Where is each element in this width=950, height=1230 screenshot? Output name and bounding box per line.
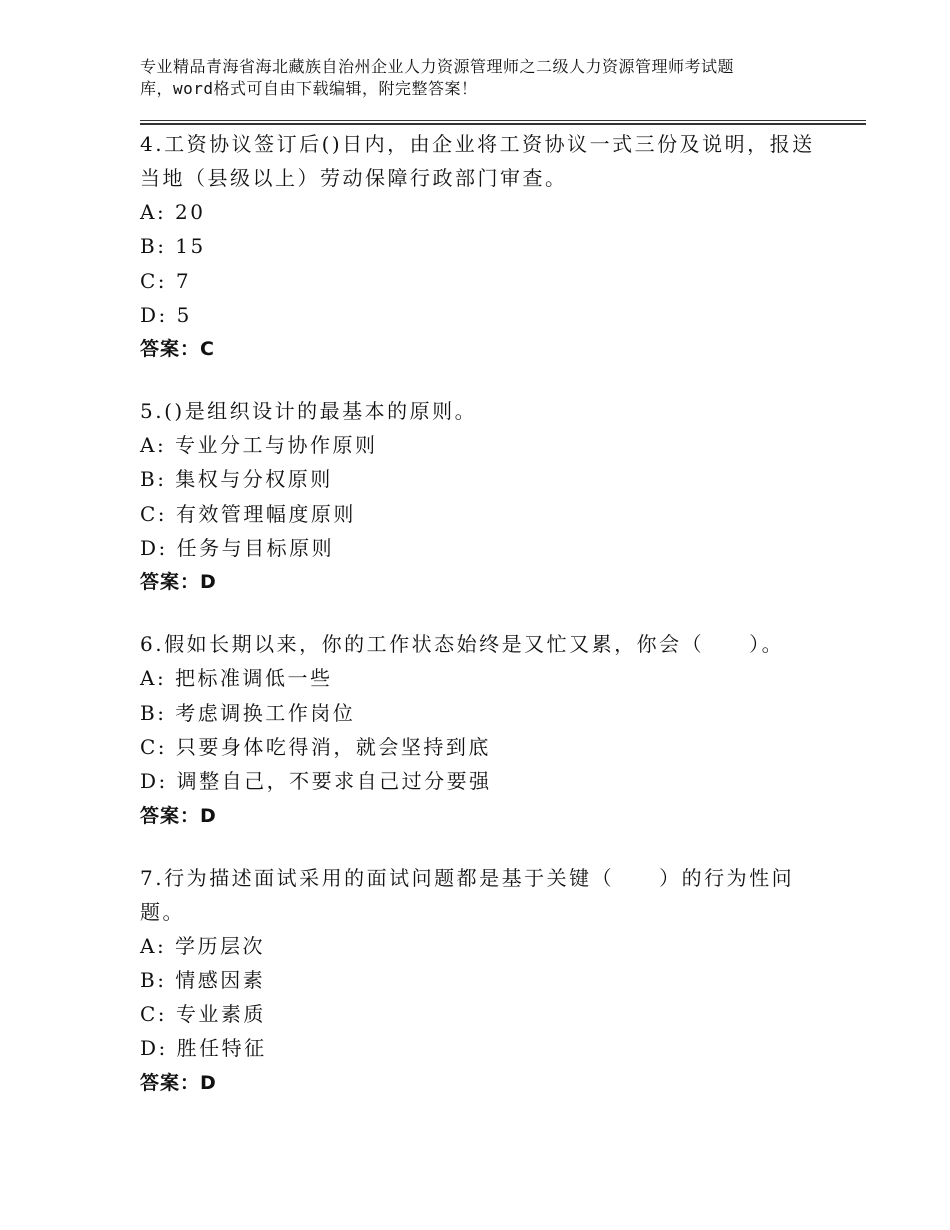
option-d: D: 任务与目标原则: [140, 536, 335, 561]
option-c: C: 只要身体吃得消，就会坚持到底: [140, 734, 491, 759]
option-d: D: 5: [140, 302, 192, 327]
option-b: B: 考虑调换工作岗位: [140, 700, 356, 725]
question-5: [140, 394, 840, 599]
question-stem-line: 当地（县级以上）劳动保障行政部门审查。: [140, 166, 568, 190]
option-c: C: 专业素质: [140, 1002, 266, 1027]
question-stem-line: 7.行为描述面试采用的面试问题都是基于关键（ ）的行为性问: [140, 865, 795, 890]
option-a: A: 20: [140, 200, 206, 224]
option-b: B: 情感因素: [140, 967, 266, 992]
option-d: D: 调整自己，不要求自己过分要强: [140, 769, 492, 794]
header-rule-thick: [140, 123, 866, 125]
header-title-line-2: 库，word格式可自由下载编辑，附完整答案！: [140, 79, 478, 98]
question-stem-line: 5.()是组织设计的最基本的原则。: [140, 399, 478, 424]
option-c: C: 有效管理幅度原则: [140, 501, 356, 526]
header-rule-thin: [140, 120, 866, 121]
option-a: A: 学历层次: [140, 933, 266, 958]
document-header: [140, 56, 840, 100]
question-6: [140, 627, 840, 832]
question-list: [140, 127, 840, 1128]
answer-label: 答案：D: [140, 1071, 217, 1094]
question-4: [140, 127, 840, 366]
option-a: A: 专业分工与协作原则: [140, 433, 378, 458]
option-b: B: 集权与分权原则: [140, 467, 333, 492]
header-title-line-1: 专业精品青海省海北藏族自治州企业人力资源管理师之二级人力资源管理师考试题: [140, 57, 735, 76]
question-7: [140, 861, 840, 1100]
option-b: B: 15: [140, 234, 206, 259]
answer-label: 答案：C: [140, 338, 215, 361]
question-stem-line: 题。: [140, 899, 185, 924]
answer-label: 答案：D: [140, 804, 217, 827]
question-stem-line: 6.假如长期以来，你的工作状态始终是又忙又累，你会（ ）。: [140, 632, 785, 657]
option-c: C: 7: [140, 268, 192, 293]
option-a: A: 把标准调低一些: [140, 666, 333, 691]
answer-label: 答案：D: [140, 571, 217, 594]
question-stem-line: 4.工资协议签订后()日内，由企业将工资协议一式三份及说明，报送: [140, 132, 815, 156]
option-d: D: 胜任特征: [140, 1036, 267, 1061]
